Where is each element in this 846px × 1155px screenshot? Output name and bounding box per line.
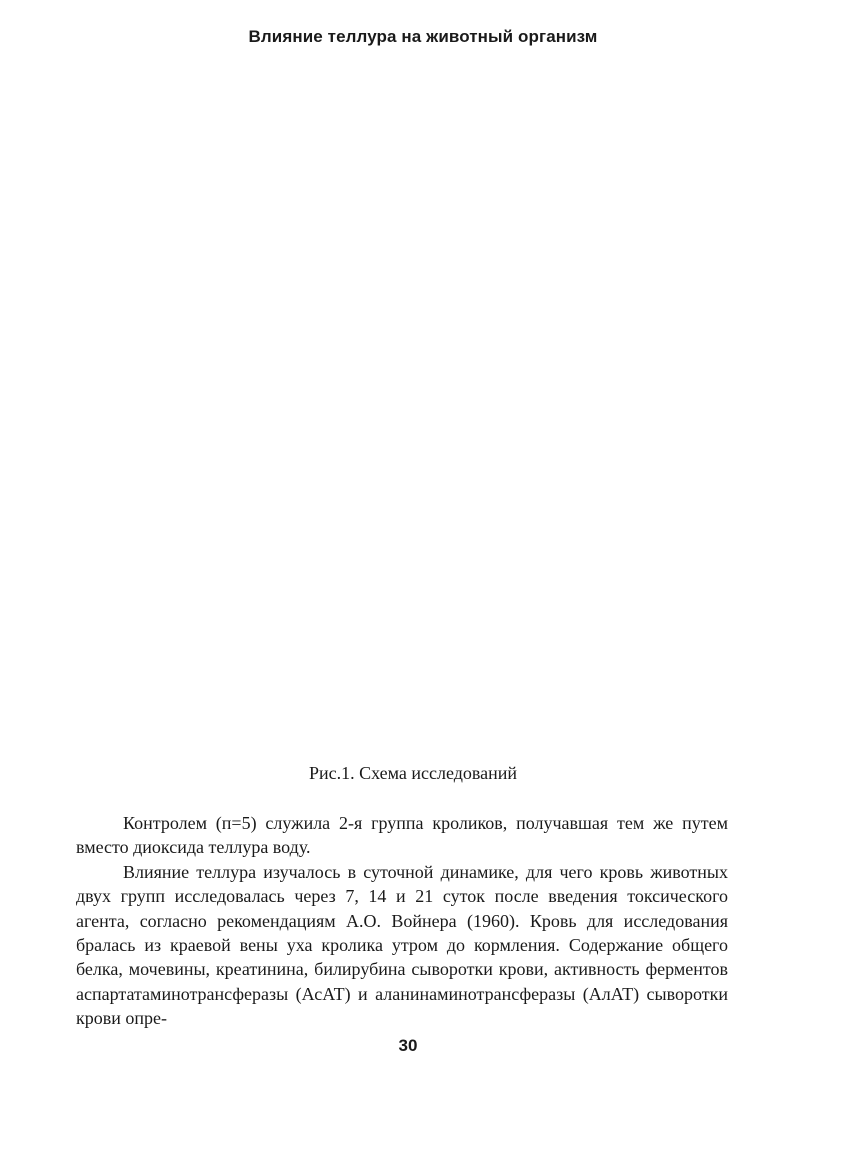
figure-caption: Рис.1. Схема исследований (308, 763, 518, 783)
paragraph-methods: Влияние теллура изучалось в суточной динамике, для чего кровь животных двух групп исследовалась через 7, 14 и 21 суток после введения токсического агента, согласно рекомендациям А.О. Войнера (1960). Кровь для исследования бралась из краевой вены уха кролика утром до кормления. Содержание общего белка, мочевины, креатинина, билирубина сыворотки крови, активность ферментов аспартатаминотрансферазы (АсАТ) и аланинаминотрансферазы (АлАТ) сыворотки крови опре- (76, 861, 728, 1029)
paragraph-control-group: Контролем (п=5) служила 2-я группа кроликов, получавшая тем же путем вместо диоксида теллура воду. (76, 813, 728, 858)
page-number: 30 (398, 1036, 418, 1055)
running-header: Влияние теллура на животный организм (248, 27, 598, 46)
body-text (76, 811, 728, 1031)
figure-blank-area (118, 70, 728, 750)
